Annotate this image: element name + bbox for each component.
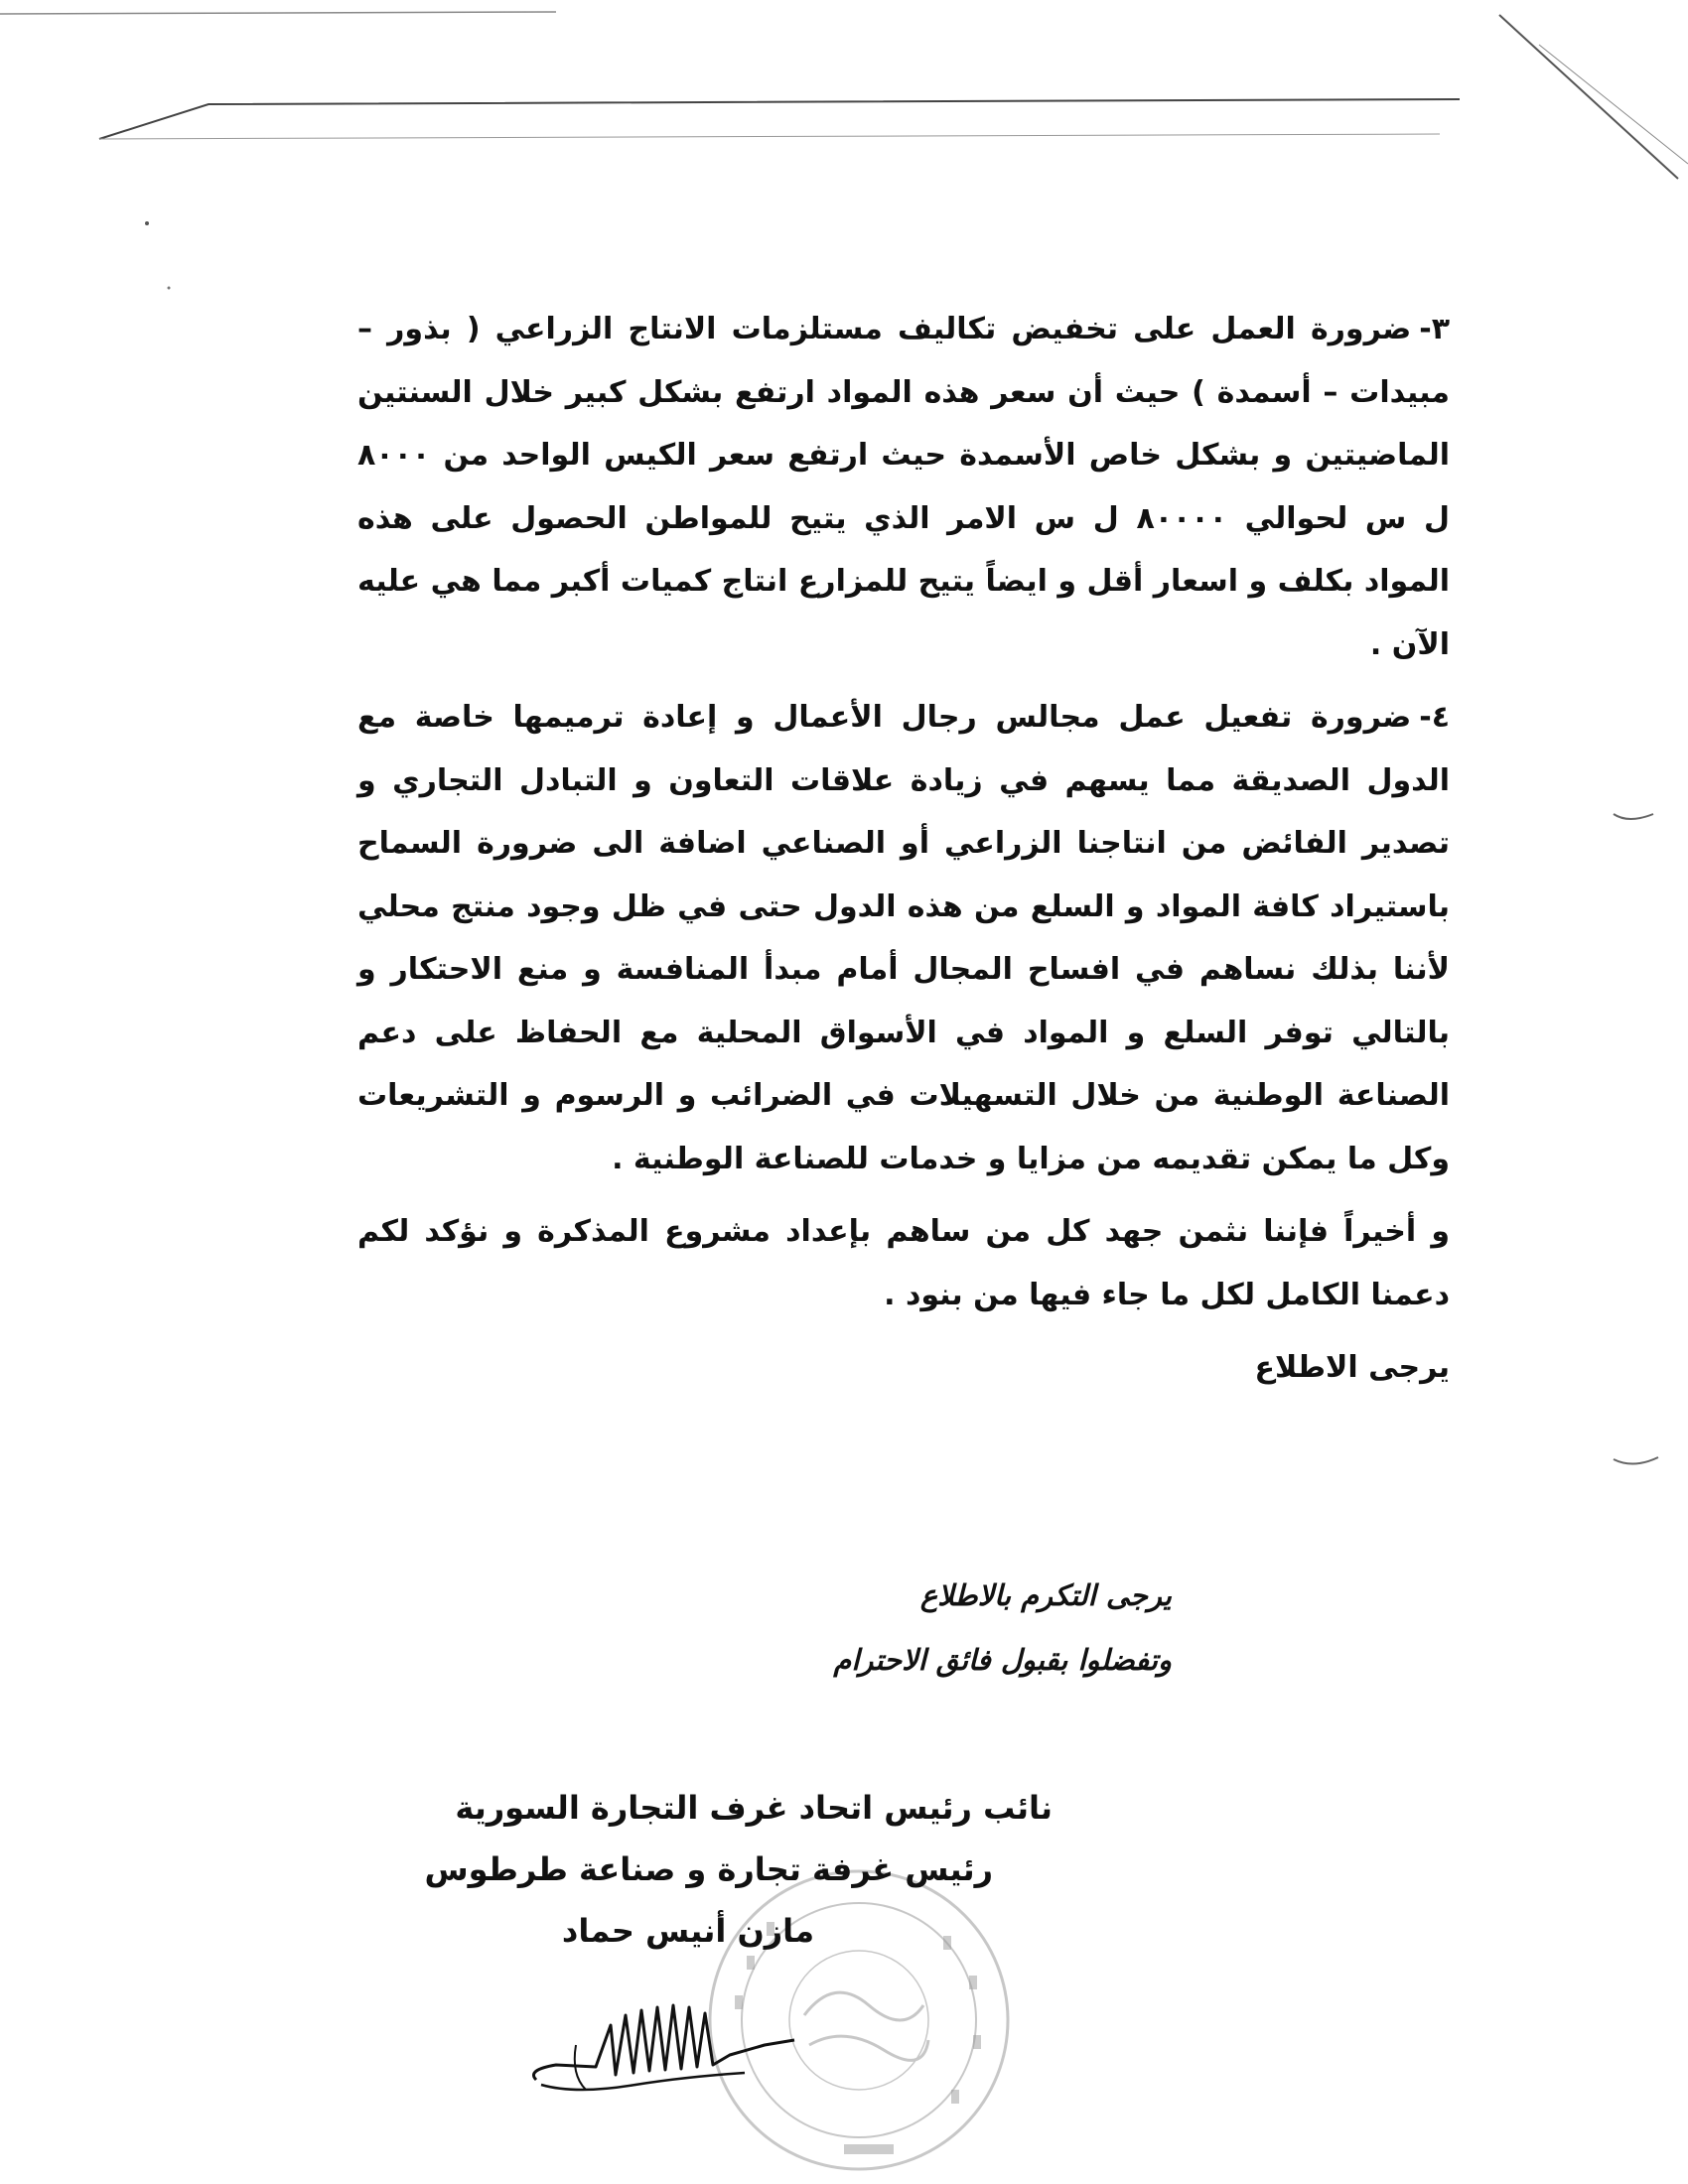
handwritten-signature	[516, 1985, 814, 2115]
punch-mark-1	[1614, 814, 1653, 819]
punch-mark-2	[1614, 1457, 1658, 1464]
corner-fold-line	[1499, 15, 1678, 179]
item-3-text: ضرورة العمل على تخفيض تكاليف مستلزمات الانتاج الزراعي ( بذور – مبيدات – أسمدة ) حيث أن سعر هذه المواد ارتفع بشكل كبير خلال السنتين الماضيتين و بشكل خاص الأسمدة حيث ارتفع سعر الكيس الواحد من ٨٠٠٠ ل س لحوالي ٨٠٠٠٠ ل س الامر الذي يتيح للمواطن الحصول على هذه المواد بكلف و اسعار أقل و ايضاً يتيح للمزارع انتاج كميات أكبر مما هي عليه الآن .	[357, 312, 1450, 662]
signatory-name: مازن أنيس حماد	[561, 1912, 814, 1950]
signature-block	[397, 1777, 1053, 1962]
item-3-paragraph	[357, 298, 1450, 676]
signatory-title-1: نائب رئيس اتحاد غرف التجارة السورية	[455, 1789, 1053, 1827]
top-fold-line	[0, 12, 556, 14]
header-stroke	[99, 99, 1460, 139]
review-request: يرجى الاطلاع	[1254, 1350, 1450, 1385]
item-4-number: ٤-	[1419, 700, 1450, 735]
item-4-paragraph	[357, 686, 1450, 1190]
header-underline	[99, 134, 1440, 139]
courtesy-closing	[774, 1564, 1172, 1693]
letter-body	[357, 298, 1450, 1400]
item-4-text: ضرورة تفعيل عمل مجالس رجال الأعمال و إعادة ترميمها خاصة مع الدول الصديقة مما يسهم في زيادة علاقات التعاون و التبادل التجاري و تصدير الفائض من انتاجنا الزراعي أو الصناعي اضافة الى ضرورة السماح باستيراد كافة المواد و السلع من هذه الدول حتى في ظل وجود منتج محلي لأننا بذلك نساهم في افساح المجال أمام مبدأ المنافسة و منع الاحتكار و بالتالي توفر السلع و المواد في الأسواق المحلية مع الحفاظ على دعم الصناعة الوطنية من خلال التسهيلات في الضرائب و الرسوم و التشريعات وكل ما يمكن تقديمه من مزايا و خدمات للصناعة الوطنية .	[357, 700, 1450, 1176]
courtesy-line-2: وتفضلوا بقبول فائق الاحترام	[833, 1643, 1172, 1677]
signatory-title-2: رئيس غرفة تجارة و صناعة طرطوس	[424, 1850, 993, 1888]
closing-paragraph: و أخيراً فإننا نثمن جهد كل من ساهم بإعداد مشروع المذكرة و نؤكد لكم دعمنا الكامل لكل ما جاء فيها من بنود .	[357, 1214, 1450, 1312]
item-3-number: ٣-	[1419, 312, 1450, 346]
corner-fold-line-2	[1539, 45, 1688, 164]
courtesy-line-1: يرجى التكرم بالاطلاع	[919, 1578, 1172, 1612]
